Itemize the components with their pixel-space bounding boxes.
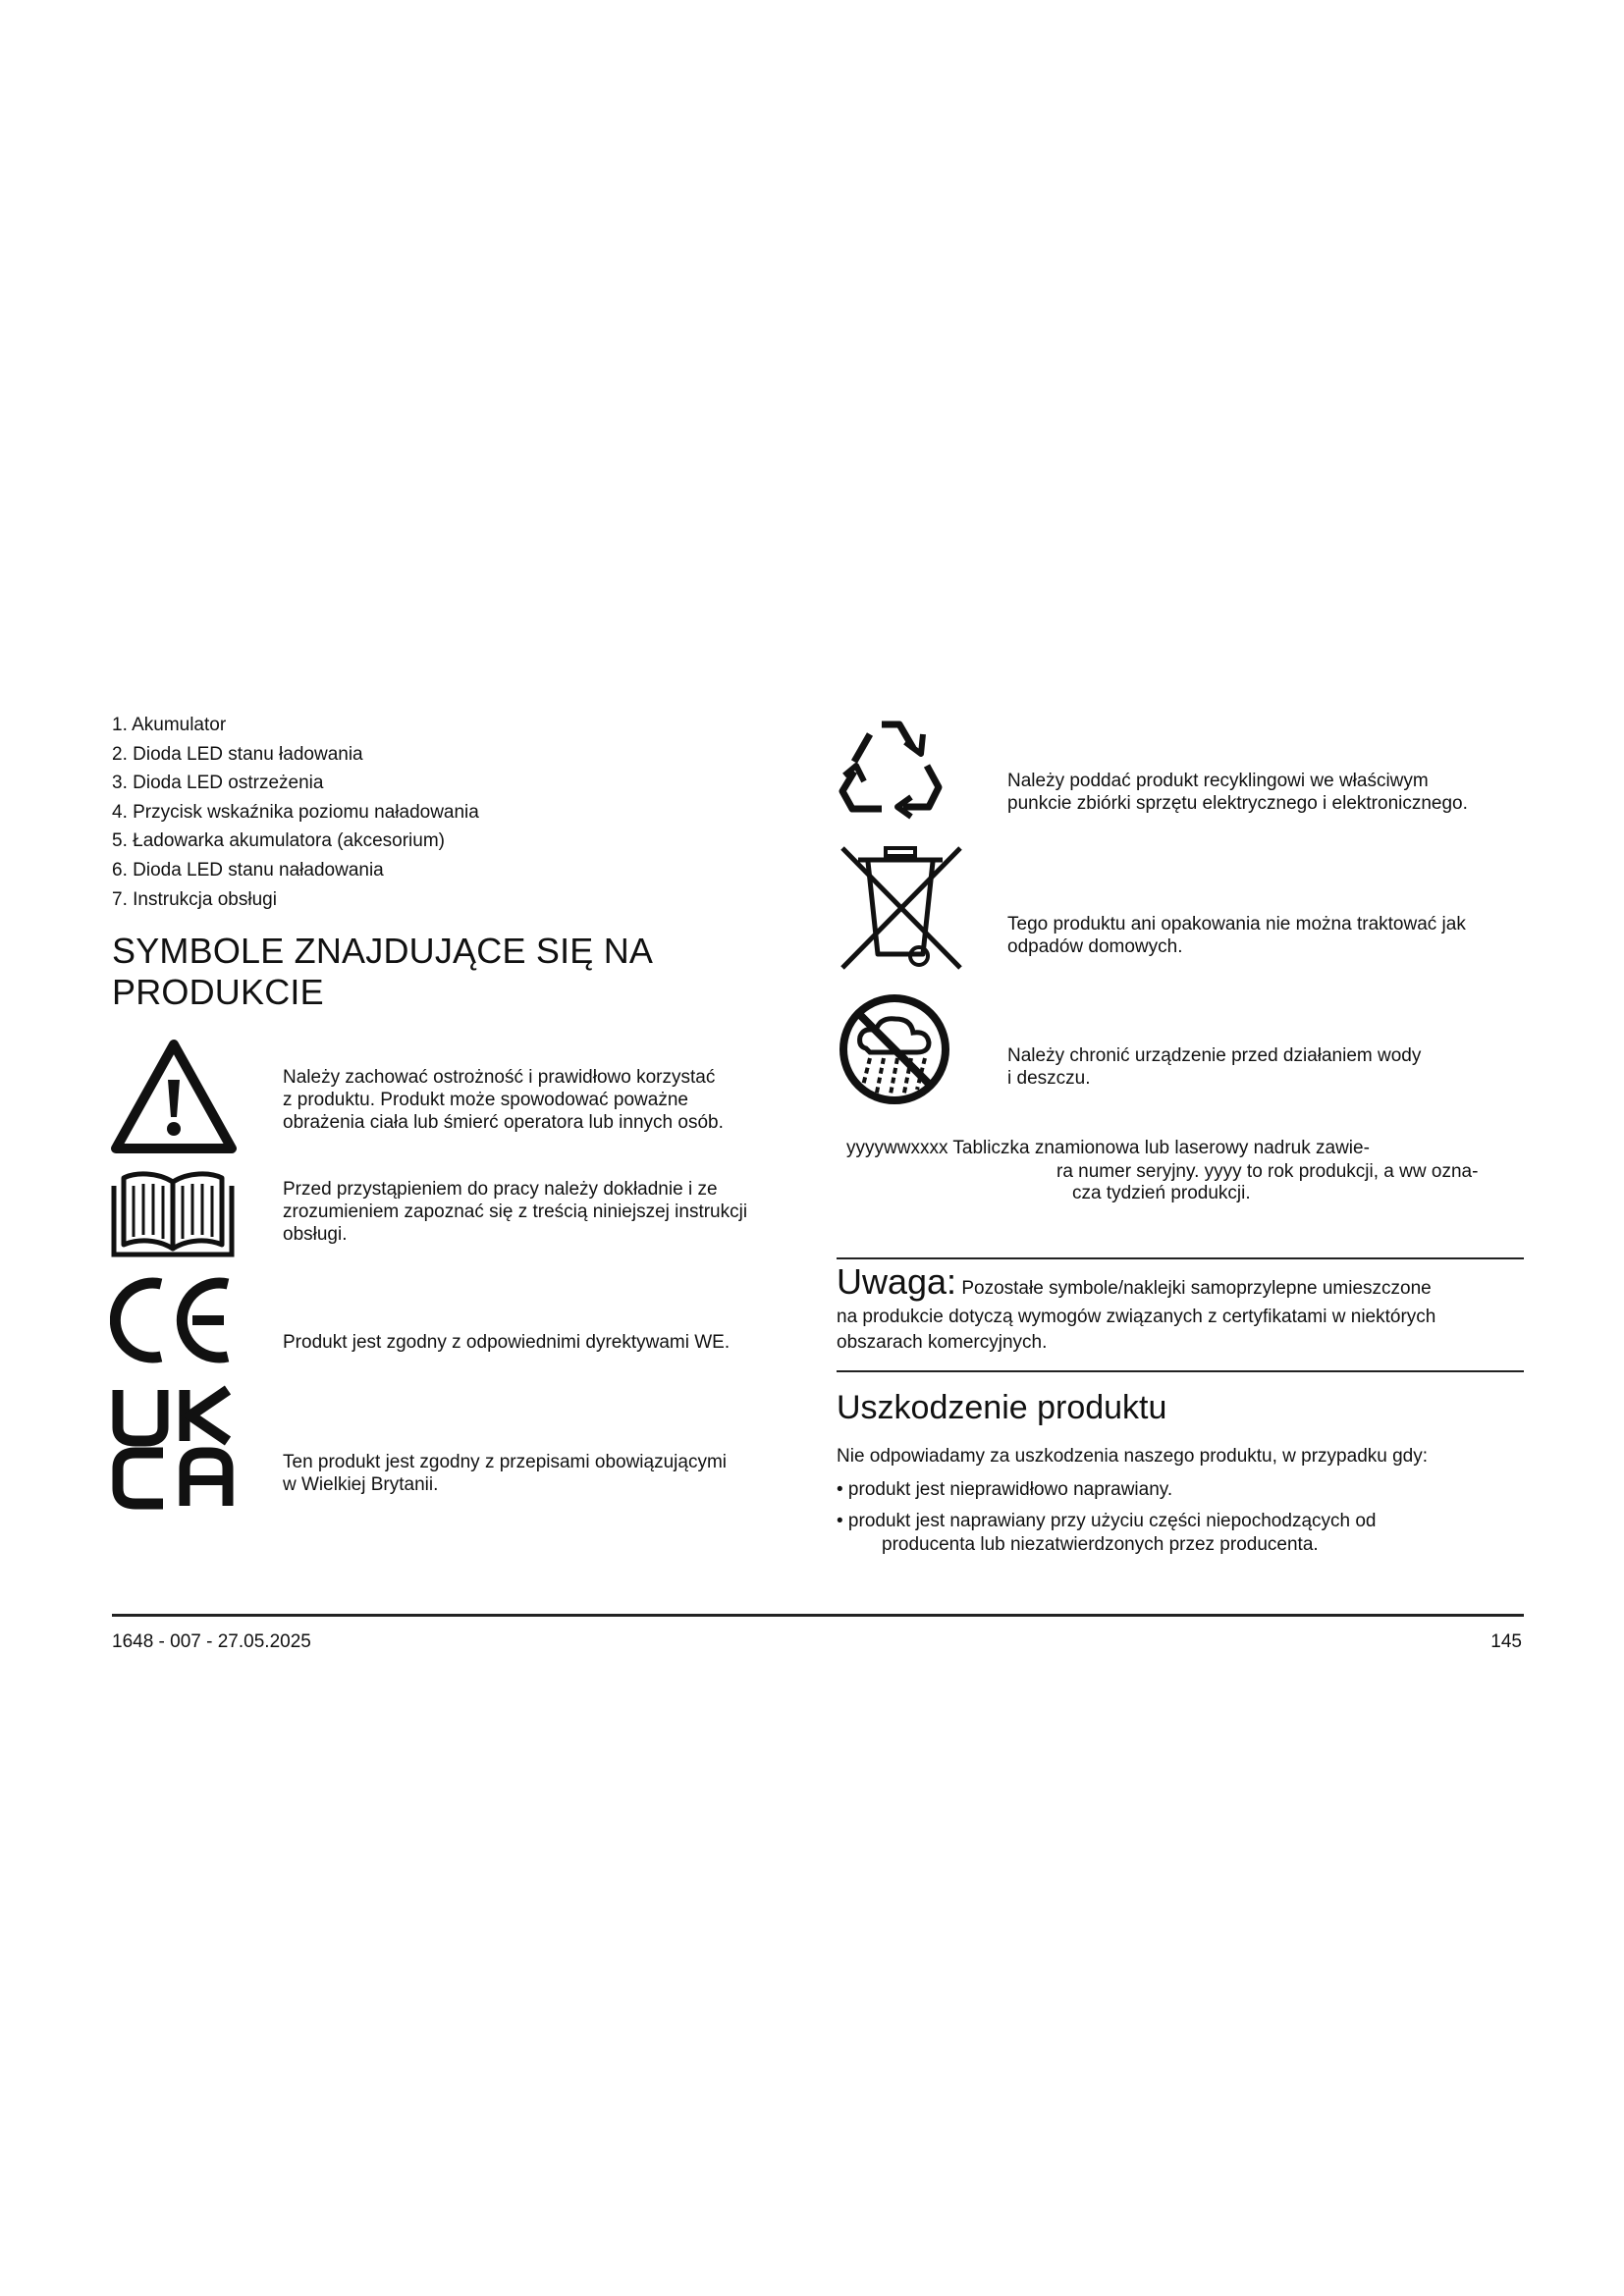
damage-bullet-2-cont: producenta lub niezatwierdzonych przez producenta.	[882, 1534, 1319, 1555]
ukca-description: Ten produkt jest zgodny z przepisami obowiązującymi w Wielkiej Brytanii.	[283, 1452, 727, 1495]
damage-heading: Uszkodzenie produktu	[837, 1389, 1167, 1426]
ce-mark-icon	[110, 1276, 236, 1364]
note-label: Uwaga:	[837, 1261, 957, 1302]
ukca-mark-icon	[110, 1384, 236, 1510]
list-item: 5. Ładowarka akumulatora (akcesorium)	[112, 830, 445, 852]
serial-line3: cza tydzień produkcji.	[1072, 1183, 1251, 1203]
note-line3: obszarach komercyjnych.	[837, 1332, 1048, 1353]
damage-intro: Nie odpowiadamy za uszkodzenia naszego produktu, w przypadku gdy:	[837, 1446, 1429, 1467]
no-rain-icon	[837, 991, 952, 1107]
serial-code: yyyywwxxxx	[846, 1138, 948, 1158]
rain-description: Należy chronić urządzenie przed działaniem wody i deszczu.	[1007, 1045, 1422, 1089]
warning-description: Należy zachować ostrożność i prawidłowo korzystać z produktu. Produkt może spowodować poważne obrażenia ciała lub śmierć operatora lub innych osób.	[283, 1067, 724, 1133]
bin-description: Tego produktu ani opakowania nie można traktować jak odpadów domowych.	[1007, 914, 1466, 957]
list-item: 6. Dioda LED stanu naładowania	[112, 859, 384, 881]
note-line2: na produkcie dotyczą wymogów związanych z certyfikatami w niektórych	[837, 1307, 1436, 1327]
open-manual-icon	[110, 1168, 236, 1258]
list-item: 7. Instrukcja obsługi	[112, 888, 277, 910]
warning-triangle-icon	[110, 1039, 238, 1154]
serial-line1: yyyywwxxxx Tabliczka znamionowa lub laserowy nadruk zawie-	[846, 1138, 1370, 1158]
symbols-heading-line1: SYMBOLE ZNAJDUJĄCE SIĘ NA	[112, 931, 654, 971]
crossed-bin-icon	[840, 846, 962, 970]
recycle-icon	[833, 715, 948, 825]
divider	[837, 1257, 1524, 1259]
doc-code: 1648 - 007 - 27.05.2025	[112, 1631, 311, 1652]
components-list	[112, 711, 479, 914]
note-first-line: Uwaga: Pozostałe symbole/naklejki samoprzylepne umieszczone	[837, 1261, 1432, 1302]
symbols-heading-line2: PRODUKCIE	[112, 972, 324, 1012]
manual-description: Przed przystąpieniem do pracy należy dokładnie i ze zrozumieniem zapoznać się z treścią niniejszej instrukcji obsługi.	[283, 1179, 748, 1245]
divider	[837, 1370, 1524, 1372]
recycle-description: Należy poddać produkt recyklingowi we właściwym punkcie zbiórki sprzętu elektrycznego i elektronicznego.	[1007, 771, 1468, 814]
footer-rule	[112, 1614, 1524, 1617]
damage-bullet-2: • produkt jest naprawiany przy użyciu części niepochodzących od	[837, 1511, 1377, 1531]
list-item: 3. Dioda LED ostrzeżenia	[112, 773, 324, 794]
ce-description: Produkt jest zgodny z odpowiednimi dyrektywami WE.	[283, 1332, 731, 1353]
list-item: 2. Dioda LED stanu ładowania	[112, 743, 363, 765]
list-item: 1. Akumulator	[112, 715, 227, 735]
serial-line2: ra numer seryjny. yyyy to rok produkcji, a ww ozna-	[1056, 1161, 1479, 1182]
list-item: 4. Przycisk wskaźnika poziomu naładowania	[112, 801, 479, 823]
symbols-heading	[112, 931, 721, 1013]
damage-bullet-1: • produkt jest nieprawidłowo naprawiany.	[837, 1479, 1173, 1500]
page-number: 145	[1490, 1631, 1522, 1652]
